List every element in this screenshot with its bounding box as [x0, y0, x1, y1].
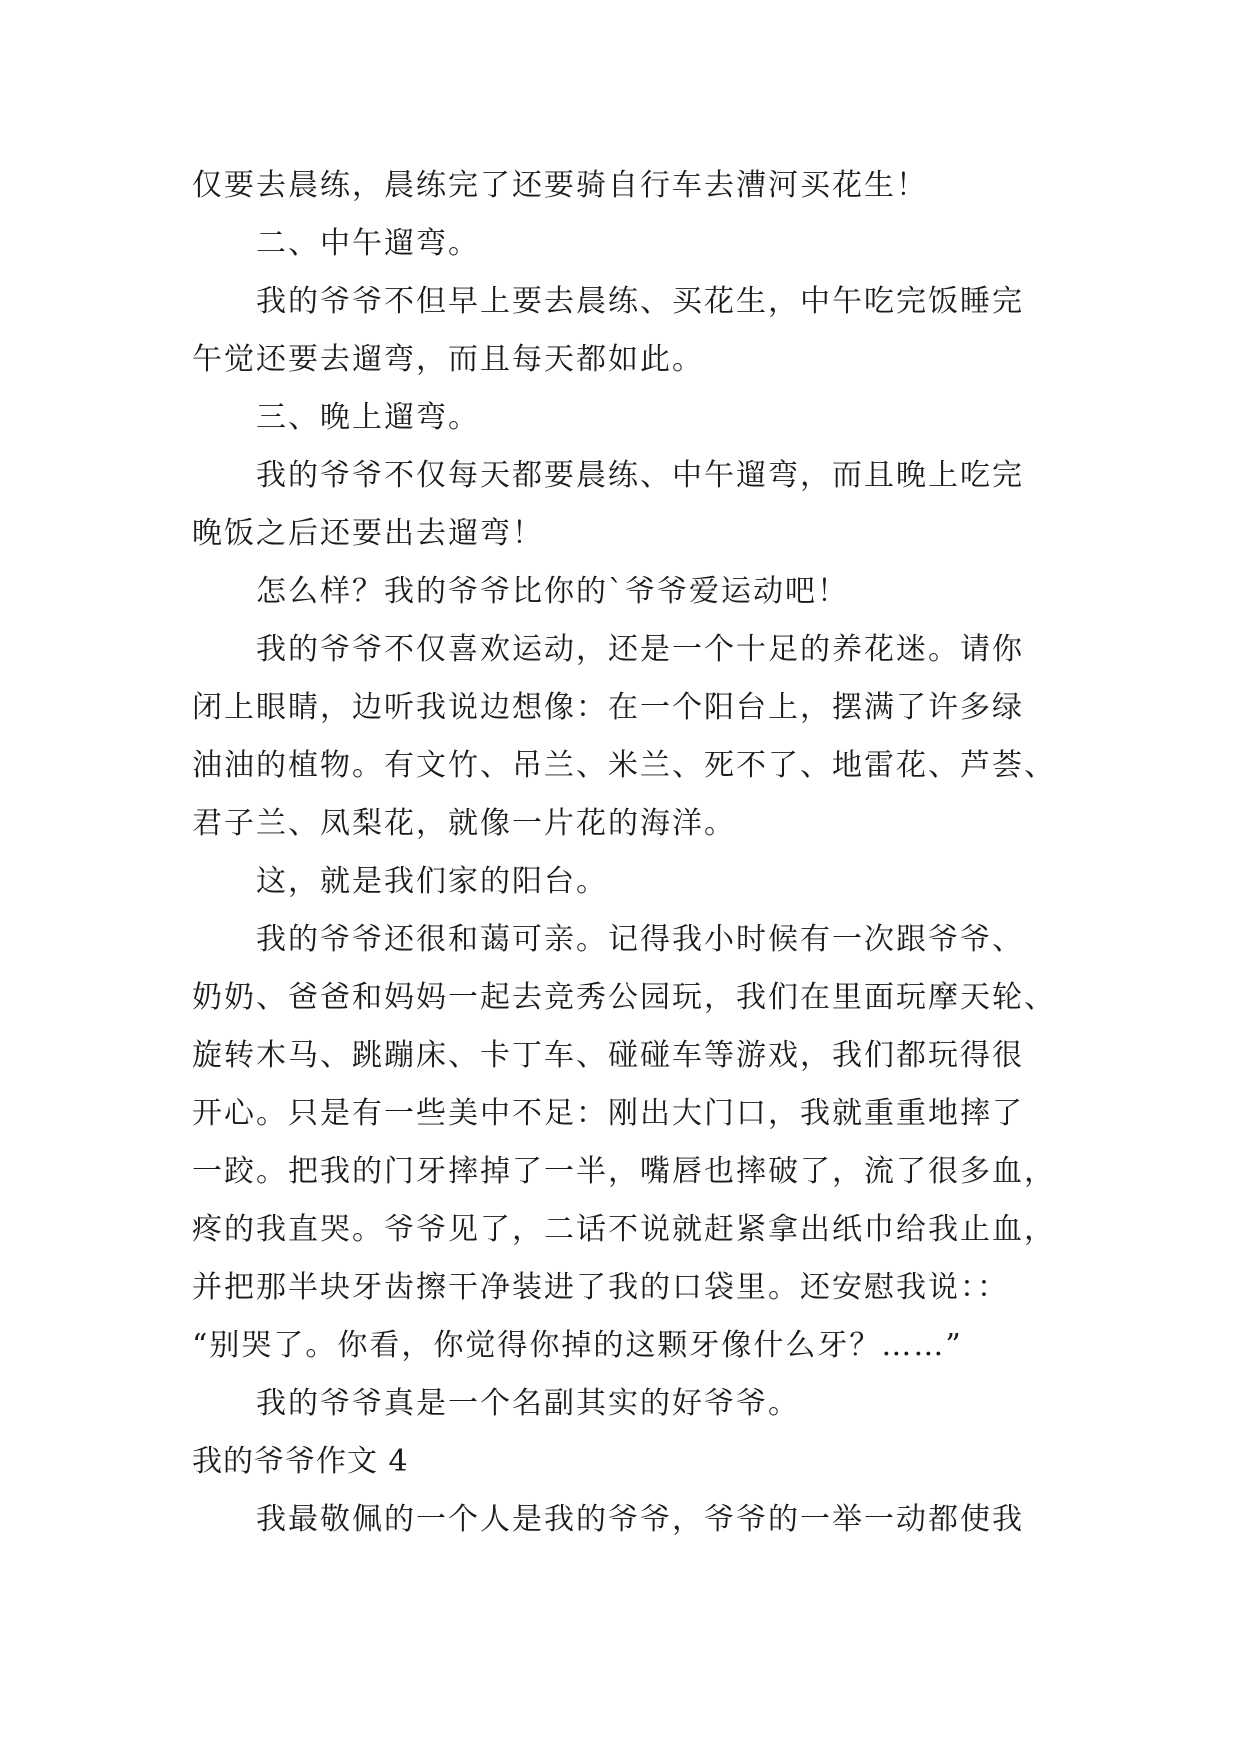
text-line: 闭上眼睛，边听我说边想像：在一个阳台上，摆满了许多绿 — [192, 690, 1024, 725]
text-line: 君子兰、凤梨花，就像一片花的海洋。 — [192, 806, 736, 841]
text-line: 开心。只是有一些美中不足：刚出大门口，我就重重地摔了 — [192, 1096, 1024, 1131]
text-line: 仅要去晨练，晨练完了还要骑自行车去漕河买花生！ — [192, 168, 928, 203]
text-line: 并把那半块牙齿擦干净装进了我的口袋里。还安慰我说：： — [192, 1270, 1009, 1305]
essay-title: 我的爷爷作文 4 — [192, 1444, 409, 1479]
text-line: “别哭了。你看，你觉得你掉的这颗牙像什么牙？……” — [192, 1328, 963, 1363]
text-line: 我的爷爷不仅喜欢运动，还是一个十足的养花迷。请你 — [256, 632, 1024, 667]
text-line: 我的爷爷不仅每天都要晨练、中午遛弯，而且晚上吃完 — [256, 458, 1024, 493]
text-line: 油油的植物。有文竹、吊兰、米兰、死不了、地雷花、芦荟、 — [192, 748, 1056, 783]
text-line: 我的爷爷真是一个名副其实的好爷爷。 — [256, 1386, 800, 1421]
text-line: 我最敬佩的一个人是我的爷爷，爷爷的一举一动都使我 — [256, 1502, 1024, 1537]
text-line: 我的爷爷不但早上要去晨练、买花生，中午吃完饭睡完 — [256, 284, 1024, 319]
section-heading: 二、中午遛弯。 — [256, 226, 480, 261]
text-line: 奶奶、爸爸和妈妈一起去竞秀公园玩，我们在里面玩摩天轮、 — [192, 980, 1056, 1015]
text-line: 一跤。把我的门牙摔掉了一半，嘴唇也摔破了，流了很多血， — [192, 1154, 1056, 1189]
text-line: 晚饭之后还要出去遛弯！ — [192, 516, 544, 551]
text-line: 我的爷爷还很和蔼可亲。记得我小时候有一次跟爷爷、 — [256, 922, 1024, 957]
section-heading: 三、晚上遛弯。 — [256, 400, 480, 435]
text-line: 怎么样？我的爷爷比你的`爷爷爱运动吧！ — [256, 574, 849, 609]
text-line: 午觉还要去遛弯，而且每天都如此。 — [192, 342, 704, 377]
text-line: 旋转木马、跳蹦床、卡丁车、碰碰车等游戏，我们都玩得很 — [192, 1038, 1024, 1073]
text-line: 疼的我直哭。爷爷见了，二话不说就赶紧拿出纸巾给我止血， — [192, 1212, 1056, 1247]
text-line: 这，就是我们家的阳台。 — [256, 864, 608, 899]
